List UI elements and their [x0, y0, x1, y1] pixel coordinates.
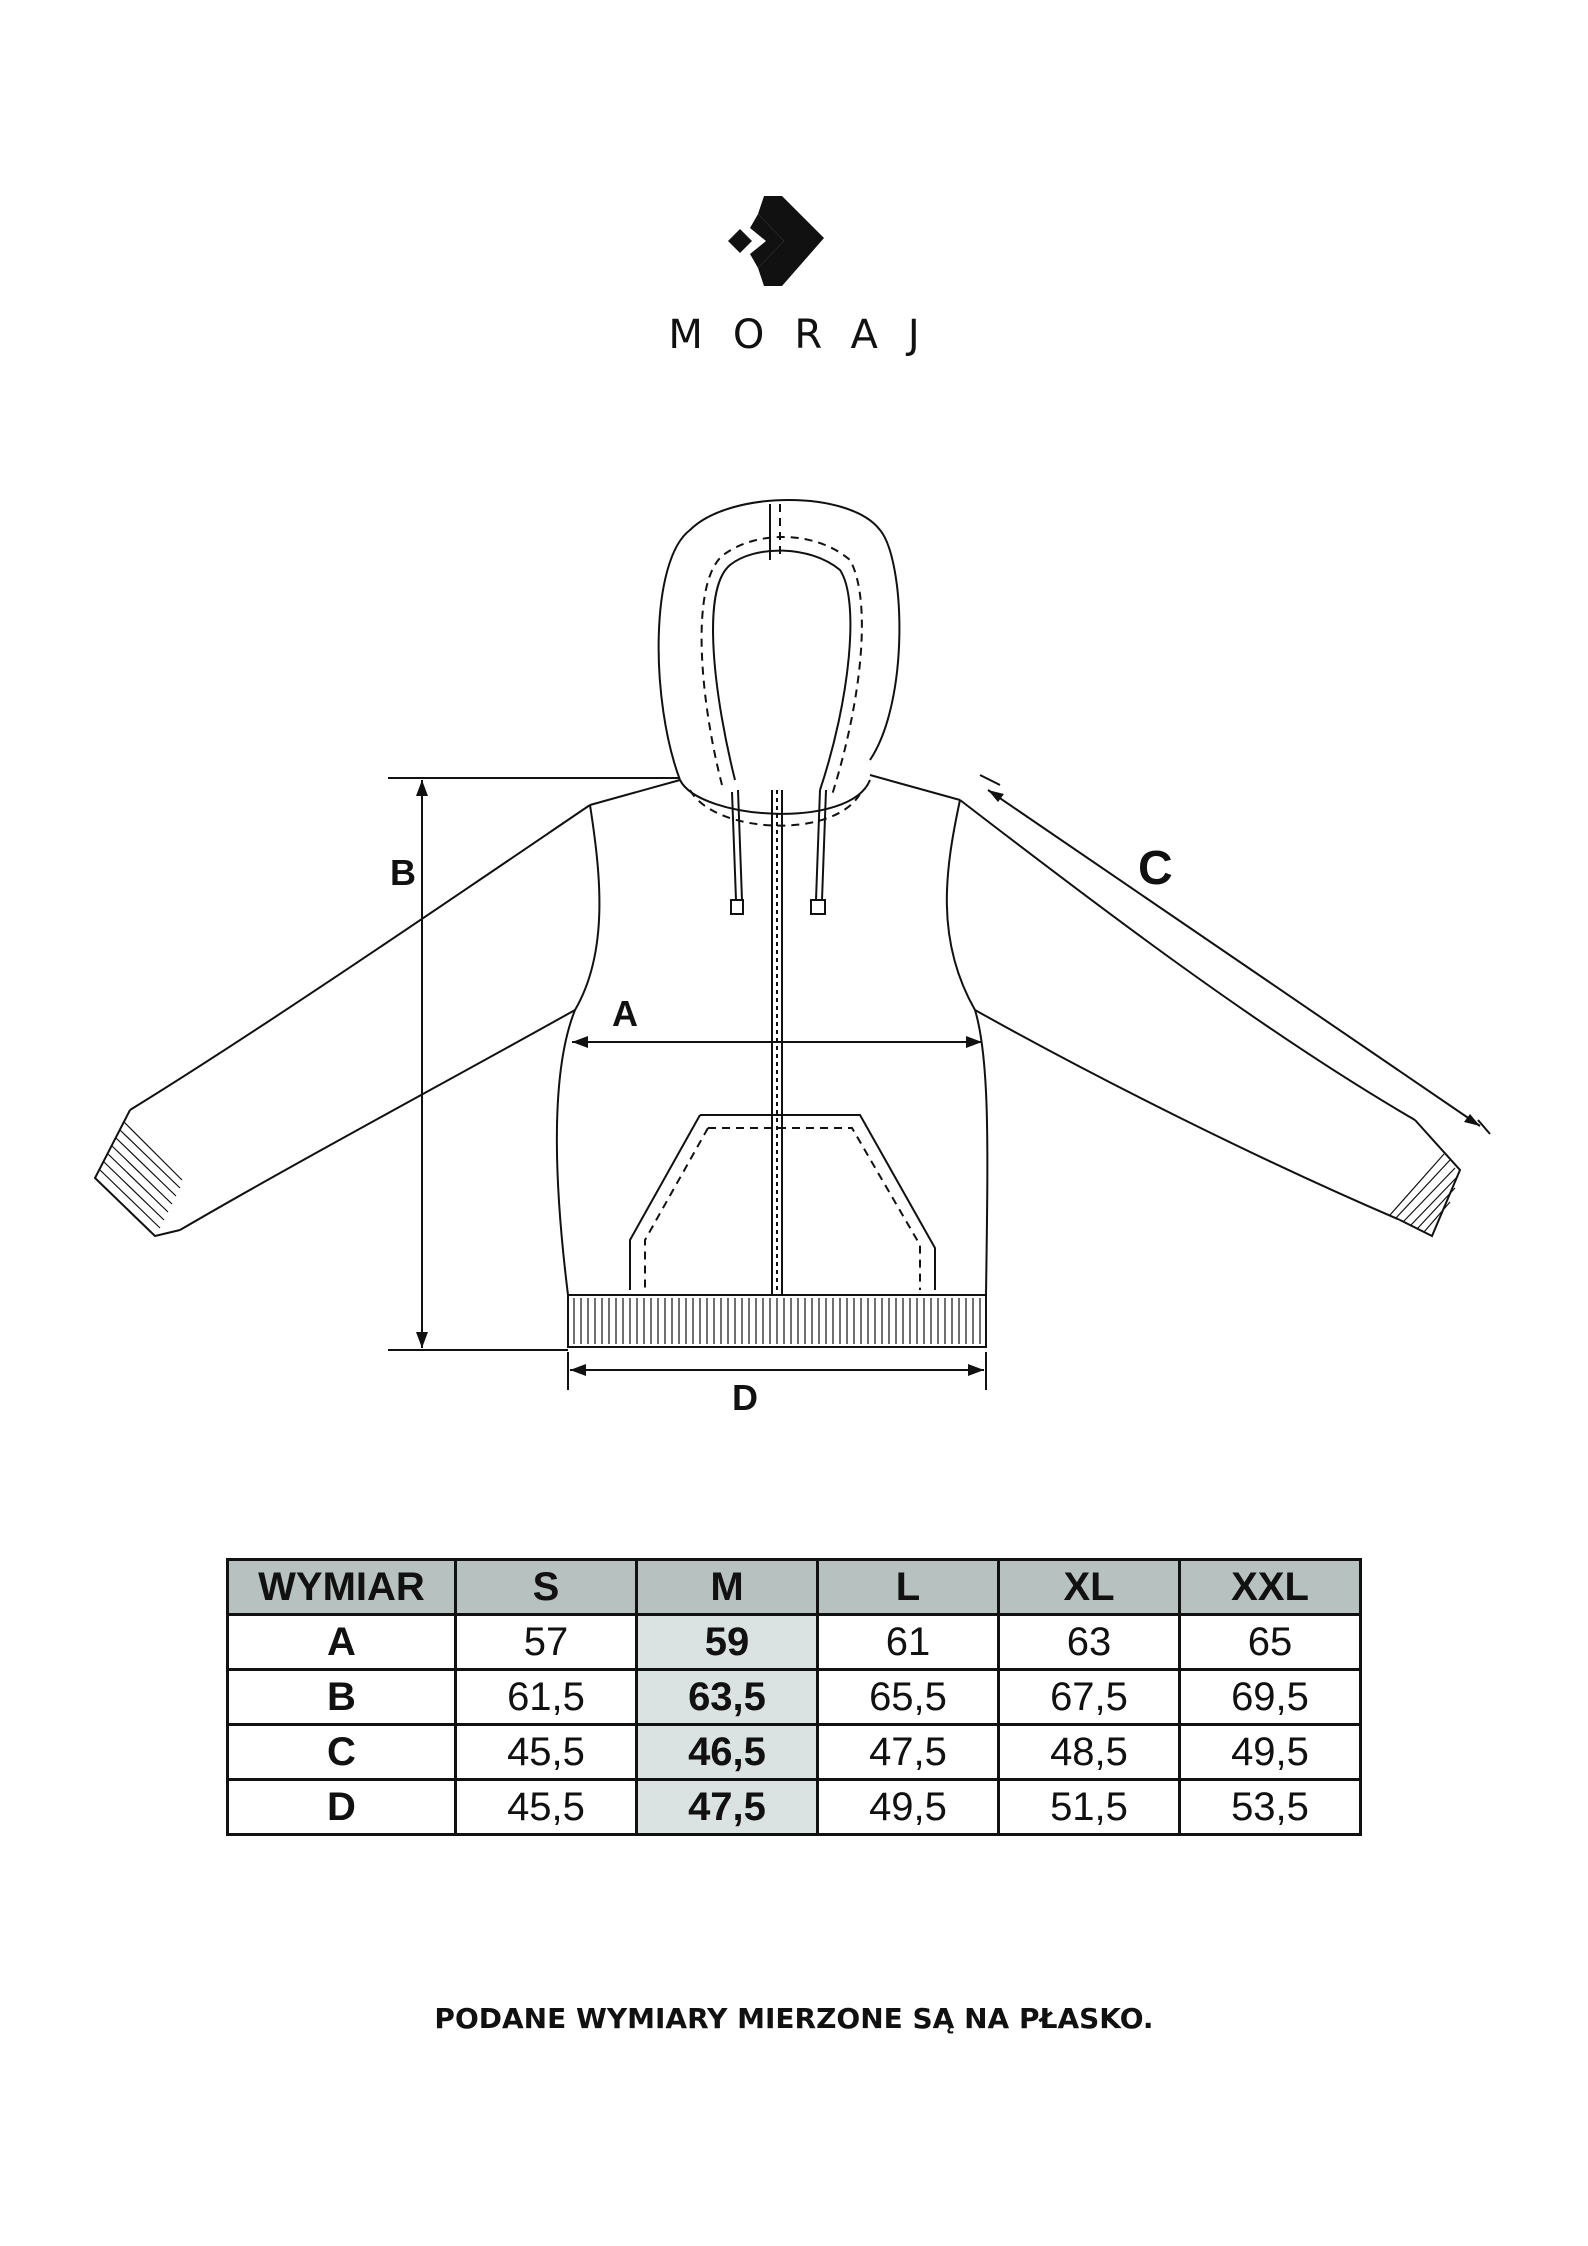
header-cell-l: L [818, 1560, 999, 1615]
table-cell: 45,5 [456, 1780, 637, 1835]
table-row [228, 1615, 1361, 1670]
table-cell: 49,5 [1180, 1725, 1361, 1780]
row-label: B [228, 1670, 456, 1725]
table-cell-highlighted: 47,5 [637, 1780, 818, 1835]
table-cell: 67,5 [999, 1670, 1180, 1725]
dimension-label-c: C [1138, 842, 1173, 895]
brand-name: MORAJ [668, 312, 950, 358]
table-cell: 45,5 [456, 1725, 637, 1780]
measurement-note: PODANE WYMIARY MIERZONE SĄ NA PŁASKO. [434, 2002, 1154, 2035]
dimension-label-d: D [732, 1377, 758, 1418]
header-cell-xxl: XXL [1180, 1560, 1361, 1615]
row-label: A [228, 1615, 456, 1670]
table-cell-highlighted: 59 [637, 1615, 818, 1670]
table-cell: 61,5 [456, 1670, 637, 1725]
row-label: C [228, 1725, 456, 1780]
table-cell: 65 [1180, 1615, 1361, 1670]
table-cell: 69,5 [1180, 1670, 1361, 1725]
table-row [228, 1725, 1361, 1780]
table-cell: 48,5 [999, 1725, 1180, 1780]
header-cell-dimension: WYMIAR [228, 1560, 456, 1615]
size-table-header-row [228, 1560, 1361, 1615]
size-table [226, 1558, 1362, 1836]
table-cell: 57 [456, 1615, 637, 1670]
table-cell-highlighted: 46,5 [637, 1725, 818, 1780]
table-row [228, 1780, 1361, 1835]
table-cell-highlighted: 63,5 [637, 1670, 818, 1725]
table-cell: 49,5 [818, 1780, 999, 1835]
header-cell-s: S [456, 1560, 637, 1615]
table-cell: 47,5 [818, 1725, 999, 1780]
table-cell: 63 [999, 1615, 1180, 1670]
dimension-label-b: B [390, 852, 416, 893]
table-row [228, 1670, 1361, 1725]
table-cell: 65,5 [818, 1670, 999, 1725]
row-label: D [228, 1780, 456, 1835]
header-cell-m: M [637, 1560, 818, 1615]
header-cell-xl: XL [999, 1560, 1180, 1615]
dimension-label-a: A [612, 993, 638, 1034]
table-cell: 51,5 [999, 1780, 1180, 1835]
table-cell: 61 [818, 1615, 999, 1670]
table-cell: 53,5 [1180, 1780, 1361, 1835]
